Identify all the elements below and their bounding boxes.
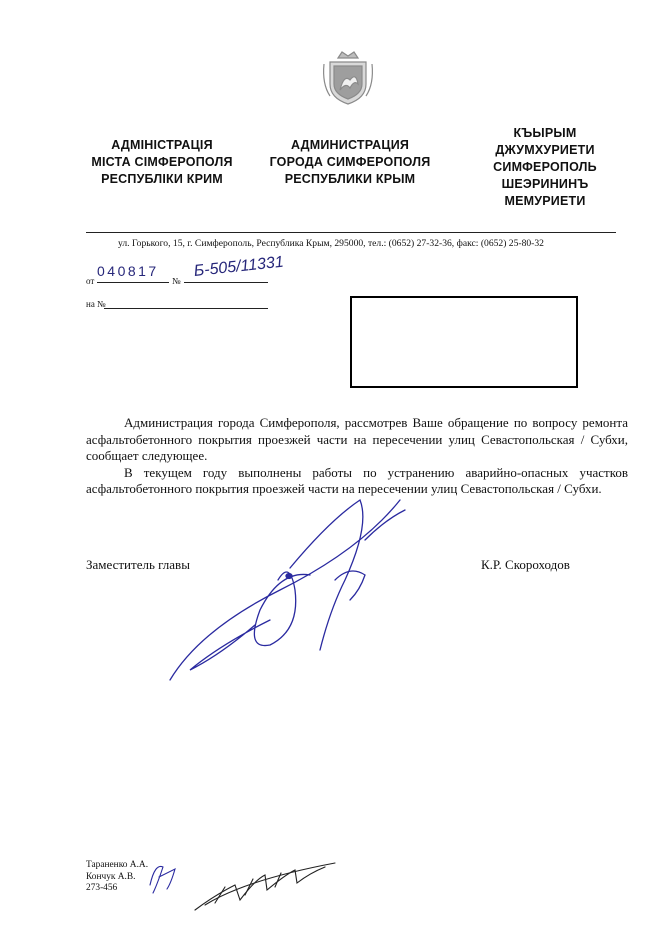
header-crimean-tatar (470, 125, 620, 210)
header-crimean-tatar-line: МЕМУРИЕТИ (504, 194, 586, 208)
header-crimean-tatar-line: ДЖУМХУРИЕТИ (495, 143, 595, 157)
number-label: № (172, 276, 181, 286)
registration-date: 040817 (97, 263, 159, 279)
header-russian (258, 137, 442, 188)
header-russian-line: АДМИНИСТРАЦИЯ (290, 138, 410, 152)
header-divider (86, 232, 616, 233)
executor-line: 273-456 (86, 883, 118, 893)
registration-number: Б-505/11331 (193, 253, 285, 280)
header-ukrainian-line: МІСТА СІМФЕРОПОЛЯ (91, 155, 233, 169)
reply-label: на № (86, 299, 106, 309)
header-russian-line: РЕСПУБЛИКИ КРЫМ (284, 172, 416, 186)
executor-line: Кончук А.В. (86, 871, 136, 882)
header-ukrainian-line: РЕСПУБЛІКИ КРИМ (101, 172, 223, 186)
address-line: ул. Горького, 15, г. Симферополь, Республика Крым, 295000, тел.: (0652) 27-32-36, факс: (0652) 25-80-32 (118, 238, 544, 249)
handwritten-signature (160, 480, 420, 690)
executor-signatures (145, 855, 345, 915)
executor-line: Тараненко А.А. (86, 860, 149, 870)
signer-position: Заместитель главы (86, 557, 190, 572)
executors-block (86, 860, 148, 895)
header-ukrainian-line: АДМІНІСТРАЦІЯ (111, 138, 213, 152)
body-paragraph: Администрация города Симферополя, рассмотрев Ваше обращение по вопросу ремонта асфальтобетонного покрытия проезжей части на пересечении улиц Севастопольская / Субхи, сообщает следующее. (86, 415, 628, 464)
header-ukrainian (82, 137, 242, 188)
coat-of-arms-emblem (320, 44, 376, 106)
header-crimean-tatar-line: КЪЫРЫМ (513, 126, 577, 140)
from-label: от (86, 276, 95, 286)
header-crimean-tatar-line: СИМФЕРОПОЛЬ (493, 160, 597, 174)
signer-name: К.Р. Скороходов (481, 557, 570, 572)
reply-underline (104, 308, 268, 309)
number-underline (184, 282, 268, 283)
body-paragraph: В текущем году выполнены работы по устранению аварийно-опасных участков асфальтобетонного покрытия проезжей части на пересечении улиц Севастопольская / Субхи. (86, 464, 628, 497)
header-russian-line: ГОРОДА СИМФЕРОПОЛЯ (269, 155, 431, 169)
header-crimean-tatar-line: ШЕЭРИНИНЪ (501, 177, 589, 191)
redacted-addressee-box (350, 296, 578, 388)
date-underline (97, 282, 169, 283)
